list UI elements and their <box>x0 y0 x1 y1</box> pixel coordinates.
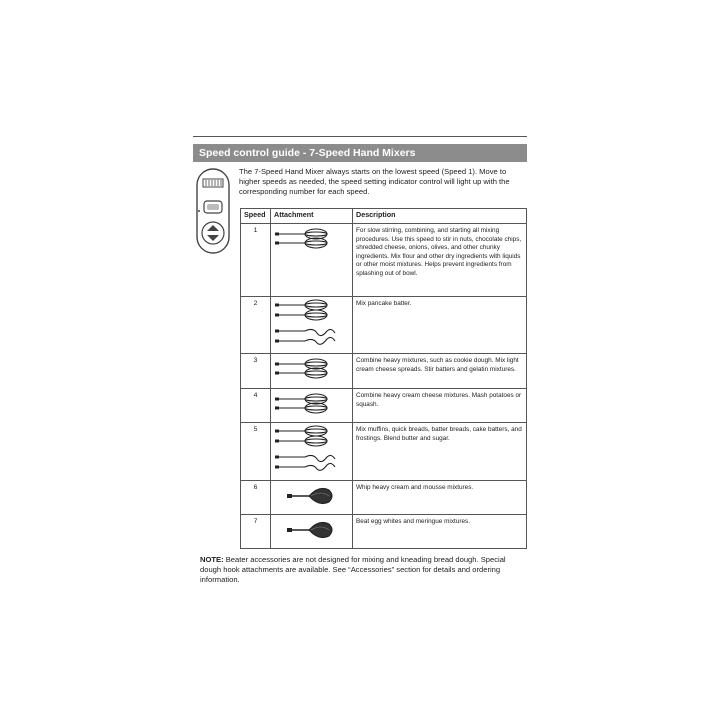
description-text: Mix muffins, quick breads, batter breads, cake batters, and frostings. Blend butter and sugar. <box>353 423 527 481</box>
attachment-cell <box>271 354 353 389</box>
table-row <box>241 354 527 389</box>
speed-value: 1 <box>241 224 271 297</box>
table-row <box>241 297 527 354</box>
attachment-column-header: Attachment <box>271 209 353 224</box>
table-row <box>241 481 527 515</box>
dough-hooks-icon <box>271 451 351 473</box>
note-label: NOTE: <box>200 555 224 564</box>
top-rule <box>193 136 527 137</box>
speed-value: 6 <box>241 481 271 515</box>
description-text: For slow stirring, combining, and starting all mixing procedures. Use this speed to stir in nuts, chocolate chips, shredded cheese, onions, olives, and other chunky ingredients. Mix flour and other dry ingredients with liquids or other moist mixtures. Helps prevent ingredients from splashing out of bowl. <box>353 224 527 297</box>
speed-value: 5 <box>241 423 271 481</box>
speed-guide-table <box>240 208 527 549</box>
whisk-icon <box>271 481 351 511</box>
description-text: Combine heavy mixtures, such as cookie dough. Mix light cream cheese spreads. Stir batters and gelatin mixtures. <box>353 354 527 389</box>
speed-control-illustration <box>194 167 232 257</box>
attachment-cell <box>271 297 353 354</box>
table-row <box>241 389 527 423</box>
beaters-icon <box>271 297 351 325</box>
description-text: Beat egg whites and meringue mixtures. <box>353 515 527 549</box>
beaters-icon <box>271 389 351 419</box>
intro-text: The 7-Speed Hand Mixer always starts on the lowest speed (Speed 1). Move to higher speeds as needed, the speed setting indicator control will light up with the corresponding number for each speed. <box>239 167 510 196</box>
speed-column-header: Speed <box>241 209 271 224</box>
table-row <box>241 515 527 549</box>
description-text: Combine heavy cream cheese mixtures. Mash potatoes or squash. <box>353 389 527 423</box>
speed-value: 2 <box>241 297 271 354</box>
speed-value: 3 <box>241 354 271 389</box>
table-row <box>241 224 527 297</box>
attachment-cell <box>271 481 353 515</box>
dough-hooks-icon <box>271 325 351 347</box>
description-text: Whip heavy cream and mousse mixtures. <box>353 481 527 515</box>
description-column-header: Description <box>353 209 527 224</box>
description-text: Mix pancake batter. <box>353 297 527 354</box>
note-paragraph <box>200 555 525 585</box>
section-title: Speed control guide - 7-Speed Hand Mixers <box>193 144 527 162</box>
beaters-icon <box>271 224 351 254</box>
attachment-cell <box>271 224 353 297</box>
whisk-icon <box>271 515 351 545</box>
table-header-row <box>241 209 527 224</box>
beaters-icon <box>271 423 351 451</box>
speed-value: 4 <box>241 389 271 423</box>
attachment-cell <box>271 515 353 549</box>
table-row <box>241 423 527 481</box>
speed-value: 7 <box>241 515 271 549</box>
attachment-cell <box>271 389 353 423</box>
note-text: Beater accessories are not designed for mixing and kneading bread dough. Special dough hook attachments are available. See “Accessories” section for details and ordering information. <box>200 555 506 584</box>
beaters-icon <box>271 354 351 384</box>
attachment-cell <box>271 423 353 481</box>
